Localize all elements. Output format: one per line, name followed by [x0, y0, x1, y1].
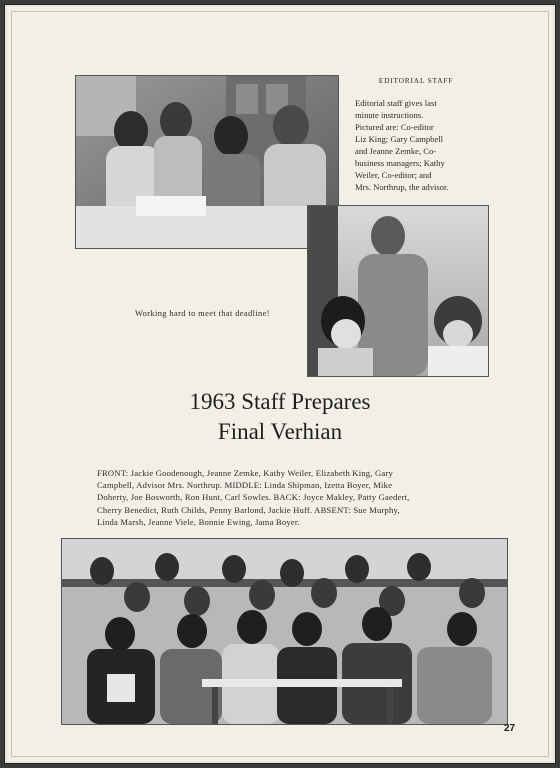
caption-line: and Jeanne Zemke, Co- [355, 146, 437, 156]
names-line: Campbell, Advisor Mrs. Northrup. MIDDLE: Linda Shipman, Izetta Boyer, Mike [97, 480, 393, 491]
editorial-staff-photo [75, 75, 339, 249]
yearbook-page [4, 4, 556, 764]
group-photo [61, 538, 508, 725]
names-line: FRONT: Jackie Goodenough, Jeanne Zemke, Kathy Weiler, Elizabeth King, Gary [97, 468, 393, 478]
deadline-caption: Working hard to meet that deadline! [135, 309, 270, 318]
names-line: Linda Marsh, Jeanne Viele, Bonnie Ewing, Jama Boyer. [97, 516, 300, 527]
page-headline [105, 387, 455, 447]
names-line: Doherty, Joe Bosworth, Ron Hunt, Carl Sowles. BACK: Joyce Makley, Patty Gaedert, [97, 492, 410, 503]
caption-line: minute instructions. [355, 110, 424, 120]
caption-line: business managers; Kathy [355, 158, 445, 168]
deadline-work-photo [307, 205, 489, 377]
editorial-heading: EDITORIAL STAFF [378, 76, 454, 85]
headline-line-1: 1963 Staff Prepares [189, 389, 371, 414]
editorial-caption [355, 75, 477, 193]
caption-line: Mrs. Northrup, the advisor. [355, 182, 449, 192]
caption-line: Weiler, Co-editor; and [355, 170, 432, 180]
names-line: Cherry Benedict, Ruth Childs, Penny Barlond, Jackie Huff. ABSENT: Sue Murphy, [97, 504, 400, 515]
group-photo-caption [97, 467, 477, 528]
caption-line: Pictured are: Co-editor [355, 122, 434, 132]
headline-line-2: Final Verhian [217, 419, 343, 444]
page-number: 27 [504, 723, 516, 734]
caption-line: Liz King; Gary Campbell [355, 134, 444, 144]
editorial-caption-text [355, 97, 477, 193]
caption-line: Editorial staff gives last [355, 98, 437, 108]
